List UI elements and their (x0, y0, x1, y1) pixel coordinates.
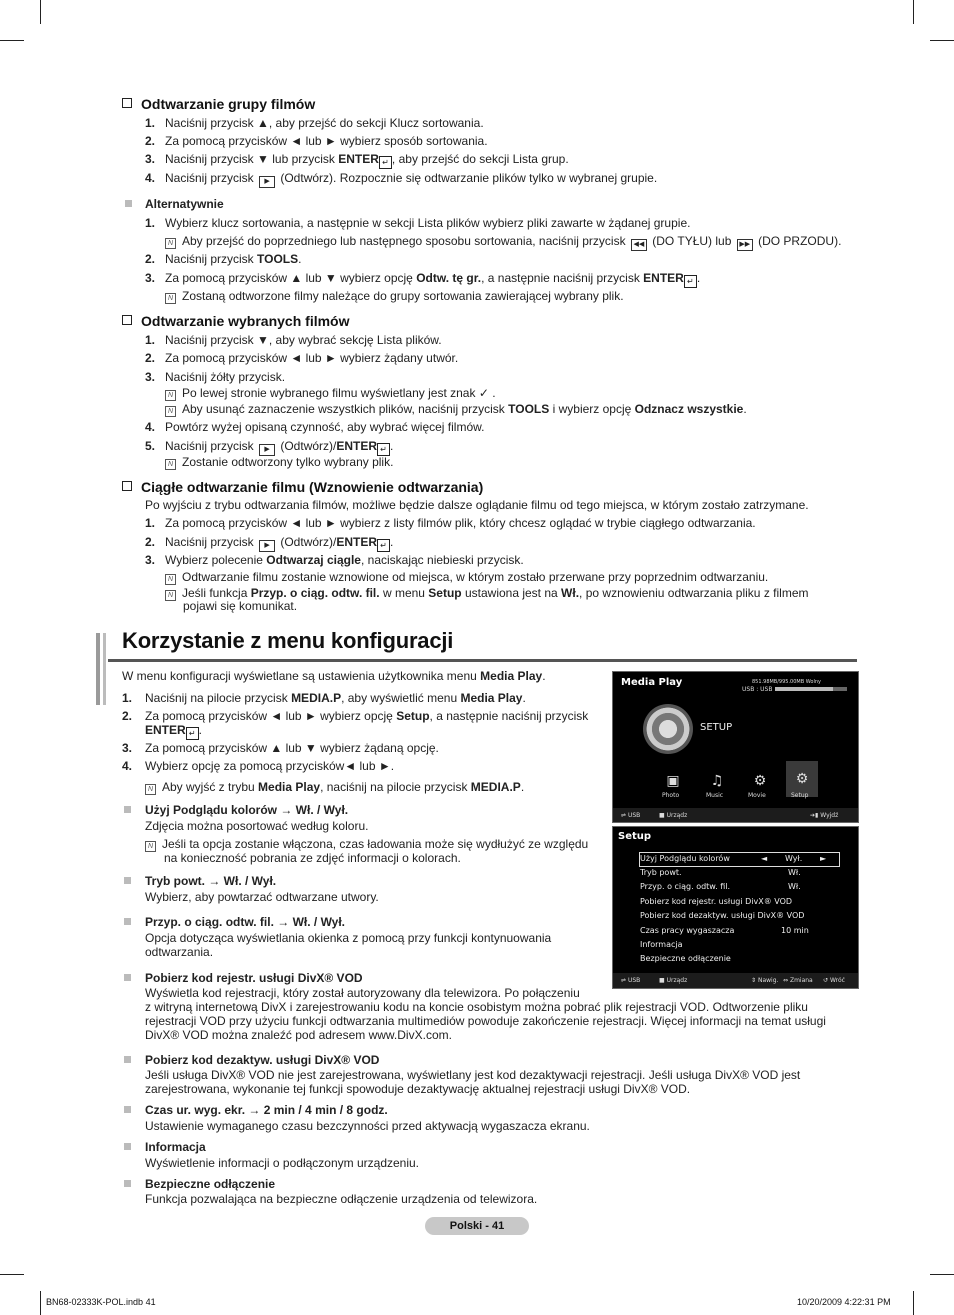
note: N Aby usunąć zaznaczenie wszystkich plików, naciśnij przycisk TOOLS i wybierz opcję Odznacz wszystkie. (165, 402, 747, 417)
enter-icon: ↵ (186, 727, 199, 740)
note: N Aby przejść do poprzedniego lub następnego sposobu sortowania, naciśnij przycisk ◀◀ (DO TYŁU) lub ▶▶ (DO PRZODU). (165, 234, 841, 251)
screen-footer: ⇌ USB ■ Urządz ⇕ Nawig. ⇔ Zmiana ↺ Wróć (613, 973, 858, 988)
crop-mark (930, 40, 954, 41)
left-right-icon: ⇔ (783, 977, 789, 984)
print-date-info: 10/20/2009 4:22:31 PM (797, 1297, 891, 1307)
note-icon: N (165, 238, 176, 249)
note-icon: N (165, 459, 176, 470)
enter-icon: ↵ (377, 443, 390, 456)
note-icon: N (165, 390, 176, 401)
enter-icon: ↵ (377, 539, 390, 552)
section-heading: Odtwarzanie grupy filmów (122, 96, 315, 112)
note-icon: N (165, 590, 176, 601)
step-text: Naciśnij przycisk ▲, aby przejść do sekcji Klucz sortowania. (165, 116, 484, 130)
crop-mark (930, 1274, 954, 1275)
step: 1. (145, 116, 156, 130)
arrow-left-icon[interactable]: ◄ (761, 854, 768, 863)
storage-bar (775, 687, 847, 691)
play-icon: ▶ (259, 540, 275, 552)
device-icon: ■ (659, 977, 665, 984)
note: N Odtwarzanie filmu zostanie wznowione od miejsca, w którym zostało przerwane przy poprzednim odtwarzaniu. (165, 570, 768, 585)
bullet-square (124, 918, 131, 925)
rewind-icon: ◀◀ (631, 239, 647, 251)
title-divider (108, 659, 857, 662)
setup-screen: Setup Użyj Podglądu kolorów ◄ Wył. ► Tryb powt. Wł. Przyp. o ciąg. odtw. fil. Wł. Pobierz kod rejestr. usługi DivX® VOD Pobierz kod dezaktyw. usługi DivX® VOD Czas pracy wygaszacza 10 min Informacja Bezpieczne odłączenie ⇌ USB ■ Urządz ⇕ Nawig. ⇔ Zmiana ↺ Wróć (612, 826, 859, 989)
note: N Jeśli funkcja Przyp. o ciąg. odtw. fil. w menu Setup ustawiona jest na Wł., po wznowieniu odtwarzania pliku z filmem (165, 586, 808, 601)
arrow-right-icon[interactable]: ► (820, 854, 827, 863)
play-icon: ▶ (259, 444, 275, 456)
crop-mark (40, 1291, 41, 1315)
step-text: Za pomocą przycisków ◄ lub ► wybierz sposób sortowania. (165, 134, 488, 148)
checkmark-icon: ✓ (478, 386, 489, 400)
setup-icon[interactable]: ⚙ (786, 761, 818, 797)
step-text: Naciśnij przycisk ▶ (Odtwórz). Rozpocznie się odtwarzanie plików tylko w wybranej grupie. (165, 171, 657, 188)
note-icon: N (165, 406, 176, 417)
device-icon: ■ (659, 812, 665, 819)
crop-mark (913, 1291, 914, 1315)
music-icon[interactable]: ♫ (710, 773, 724, 789)
crop-mark (40, 0, 41, 24)
usb-icon: ⇌ (621, 812, 627, 819)
note: N Aby wyjść z trybu Media Play, naciśnij na pilocie przycisk MEDIA.P. (145, 780, 524, 795)
up-down-icon: ⇕ (751, 977, 757, 984)
return-icon: ↺ (823, 977, 829, 984)
fast-forward-icon: ▶▶ (737, 239, 753, 251)
screen-footer: ⇌ USB ■ Urządz ➔▮ Wyjdź (613, 808, 858, 822)
gear-icon (643, 704, 693, 754)
step-text: Naciśnij przycisk ▼ lub przycisk ENTER ↵ , aby przejść do sekcji Lista grup. (165, 152, 569, 167)
bullet-square (124, 974, 131, 981)
note-icon: N (145, 784, 156, 795)
usb-icon: ⇌ (621, 977, 627, 984)
decor-bar (96, 633, 100, 705)
note-icon: N (165, 574, 176, 585)
crop-mark (913, 0, 914, 24)
bullet-square (124, 1056, 131, 1063)
exit-icon: ➔▮ (810, 812, 819, 819)
note: N Po lewej stronie wybranego filmu wyświetlany jest znak ✓ . (165, 386, 496, 401)
note: N Zostanie odtworzony tylko wybrany plik. (165, 455, 393, 470)
crop-mark (0, 40, 24, 41)
bullet-square (124, 1143, 131, 1150)
photo-icon[interactable]: ▣ (666, 773, 680, 789)
note-icon: N (165, 293, 176, 304)
media-play-screen: Media Play 851.98MB/995.00MB Wolny USB : USB SETUP ▣ Photo ♫ Music ⚙ Movie ⚙ Setup ⇌ USB ■ Urządz ➔▮ Wyjdź (612, 671, 859, 823)
movie-icon[interactable]: ⚙ (753, 773, 767, 789)
enter-icon: ↵ (684, 275, 697, 288)
note: N Zostaną odtworzone filmy należące do grupy sortowania zawierającej wybrany plik. (165, 289, 624, 304)
section-heading: Odtwarzanie wybranych filmów (122, 313, 350, 329)
note-icon: N (145, 841, 156, 852)
print-file-info: BN68-02333K-POL.indb 41 (46, 1297, 156, 1307)
screen-title: Setup (618, 831, 652, 842)
screen-title: Media Play (621, 677, 683, 688)
enter-icon: ↵ (379, 156, 392, 169)
section-heading: Ciągłe odtwarzanie filmu (Wznowienie odtwarzania) (122, 479, 483, 495)
play-icon: ▶ (259, 176, 275, 188)
page-title: Korzystanie z menu konfiguracji (122, 628, 454, 653)
bullet-square (124, 877, 131, 884)
bullet-square (125, 200, 132, 207)
note: N Jeśli ta opcja zostanie włączona, czas ładowania może się wydłużyć ze względu (145, 837, 588, 852)
bullet-square (124, 1180, 131, 1187)
bullet-square (124, 806, 131, 813)
alt-heading: Alternatywnie (145, 197, 224, 211)
crop-mark (0, 1274, 24, 1275)
page-number: Polski - 41 (425, 1217, 529, 1235)
bullet-square (124, 1106, 131, 1113)
decor-bar (103, 633, 106, 705)
